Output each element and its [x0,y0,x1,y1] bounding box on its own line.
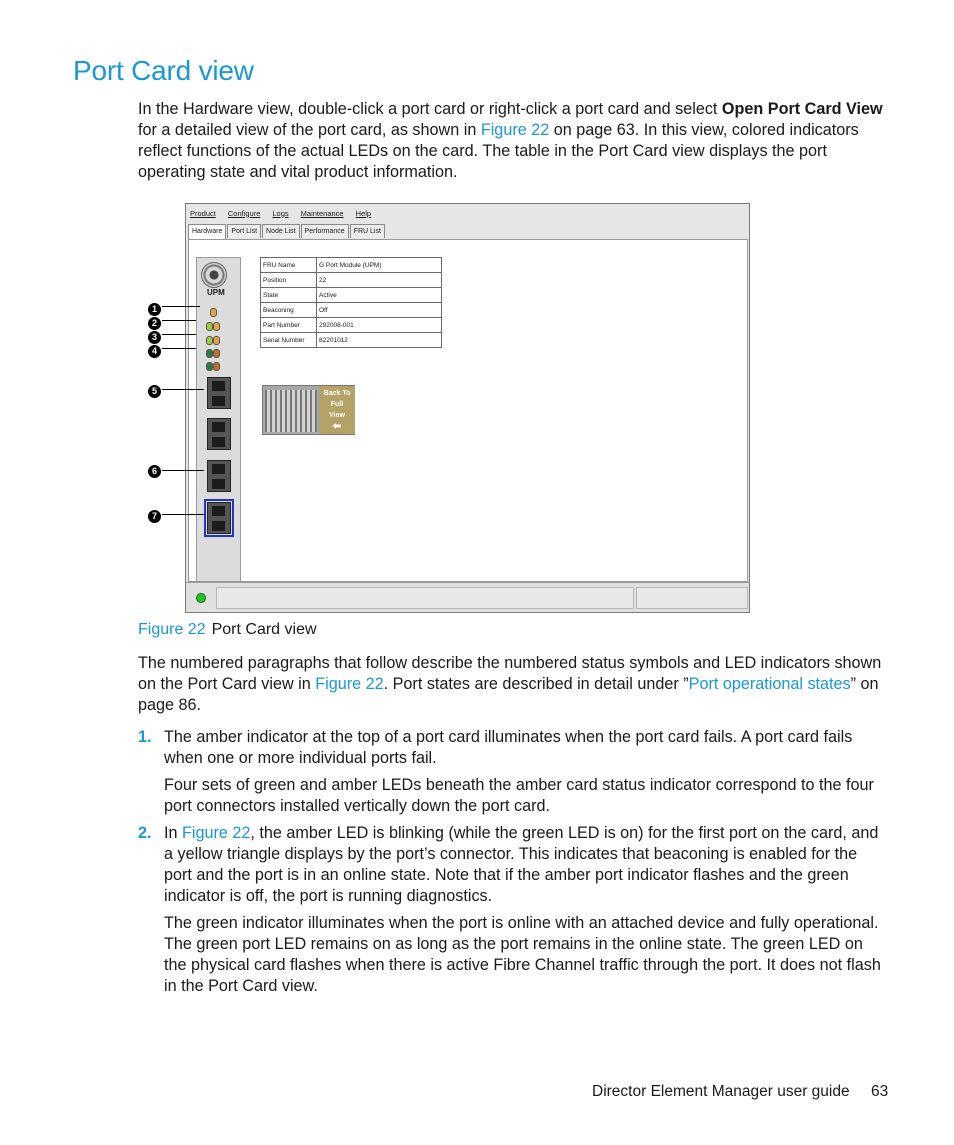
table-row [261,288,442,303]
back-label-1: Back To [323,390,351,397]
hardware-panel [188,239,748,582]
vpd-value: 292008-001 [317,318,442,333]
callout-3-line [162,334,196,335]
figure-link[interactable]: Figure 22 [182,824,251,842]
tab-port-list[interactable]: Port List [227,224,261,238]
menu-bar [186,204,749,222]
port-connector-1[interactable] [207,377,231,409]
port3-led-amber [213,349,220,358]
callout-1: 1 [148,300,161,316]
intro-text-2: for a detailed view of the port card, as shown in [138,121,481,139]
callout-1-line [162,306,200,307]
card-label: UPM [207,288,225,297]
status-segment-right [636,587,748,609]
table-row [261,318,442,333]
director-thumbnail-icon [265,390,317,432]
ejector-knob-icon [201,262,227,288]
item2-text-1: In [164,824,182,842]
vpd-label: State [261,288,317,303]
vpd-label: Part Number [261,318,317,333]
back-label-3: View [329,412,345,419]
table-row [261,273,442,288]
vpd-value: 22 [317,273,442,288]
port-connector-4[interactable] [207,502,231,534]
vpd-value: 82201012 [317,333,442,348]
callout-5: 5 [148,382,161,398]
item-subparagraph: The green indicator illuminates when the port is online with an attached device and fully operational. The green port LED remains on as long as the port remains in the online state. The green LED on the physical card flashes when there is active Fibre Channel traffic through the port. It does not flash in the Port Card view. [164,914,881,995]
back-label-2: Full [330,401,344,408]
callout-7: 7 [148,507,161,523]
callout-2: 2 [148,314,161,330]
card-status-led-amber [210,308,217,317]
port4-led-green [206,362,213,371]
list-item [138,823,888,907]
vpd-value: G Port Module (UPM) [317,258,442,273]
intro-bold-command: Open Port Card View [721,100,883,118]
overview-paragraph [138,653,888,716]
callout-5-line [162,389,204,390]
figure-title: Port Card view [211,621,317,638]
item2-text-2: , the amber LED is blinking (while the green LED is on) for the first port on the card, and a yellow triangle displays by the port’s connector. This indicates that beaconing is enabled for the port and the port is in an online state. Note that if the amber port indicator flashes and the green indicator is off, the port is running diagnostics. [164,824,879,905]
table-row [261,303,442,318]
port2-led-green [206,336,213,345]
menu-help[interactable]: Help [355,208,372,218]
item-number: 2. [138,824,152,842]
intro-text-1: In the Hardware view, double-click a port card or right-click a port card and select [138,100,722,118]
item-subparagraph: Four sets of green and amber LEDs beneath the amber card status indicator correspond to the four port connectors installed vertically down the port card. [164,776,874,815]
callout-4: 4 [148,342,161,358]
back-arrow-icon: ⬅ [332,421,342,432]
status-bar [186,582,749,612]
figure-link[interactable]: Figure 22 [480,121,550,139]
callout-4-line [162,348,196,349]
vpd-label: Serial Number [261,333,317,348]
port-connector-2[interactable] [207,418,231,450]
callout-6: 6 [148,462,161,478]
tab-fru-list[interactable]: FRU List [350,224,385,238]
table-row [261,333,442,348]
figure-number: Figure 22 [138,621,206,638]
figure-link[interactable]: Figure 22 [315,675,384,693]
vpd-value: Off [317,303,442,318]
menu-configure[interactable]: Configure [227,208,261,218]
port1-led-amber [213,322,220,331]
overview-text-3: ” on page 86. [138,675,879,714]
menu-product[interactable]: Product [190,208,216,218]
tab-performance[interactable]: Performance [301,224,349,238]
list-item [138,727,888,769]
port3-led-green [206,349,213,358]
port4-led-amber [213,362,220,371]
vpd-value: Active [317,288,442,303]
overview-text-2: . Port states are described in detail under ” [383,675,689,693]
page-title: Port Card view [73,55,254,86]
footer-guide-title: Director Element Manager user guide [592,1083,850,1100]
callout-2-line [162,320,196,321]
callout-3: 3 [148,328,161,344]
back-to-full-view-button[interactable] [319,386,355,434]
intro-paragraph [138,99,888,183]
callout-6-line [162,470,204,471]
vpd-label: FRU Name [261,258,317,273]
vpd-label: Position [261,273,317,288]
item-text [164,823,888,907]
page-number: 63 [871,1083,889,1100]
vital-product-table [260,257,442,348]
table-row [261,258,442,273]
item-text: The amber indicator at the top of a port card illuminates when the port card fails. A port card fails when one or more individual ports fail. [164,728,853,767]
port1-led-green [206,322,213,331]
port-card[interactable] [196,257,241,582]
port-card-view-screenshot [185,203,750,613]
status-led-icon [196,593,206,603]
overview-text-1: The numbered paragraphs that follow describe the numbered status symbols and LED indicators shown on the Port Card view in [138,654,882,693]
item-number: 1. [138,728,152,746]
tab-hardware[interactable]: Hardware [188,224,226,240]
menu-maintenance[interactable]: Maintenance [300,208,344,218]
vpd-label: Beaconing [261,303,317,318]
view-tabs [188,224,386,240]
back-to-full-view-thumbnail[interactable] [262,385,355,435]
port-connector-3[interactable] [207,460,231,492]
port-states-link[interactable]: Port operational states [688,675,851,693]
intro-text-3: on page 63. In this view, colored indicators reflect functions of the actual LEDs on the card. The table in the Port Card view displays the port operating state and vital product information. [138,121,859,181]
callout-7-line [162,514,204,515]
port2-led-amber [213,336,220,345]
figure-caption [138,621,317,639]
menu-logs[interactable]: Logs [272,208,289,218]
tab-node-list[interactable]: Node List [262,224,300,238]
status-segment-main [216,587,634,609]
